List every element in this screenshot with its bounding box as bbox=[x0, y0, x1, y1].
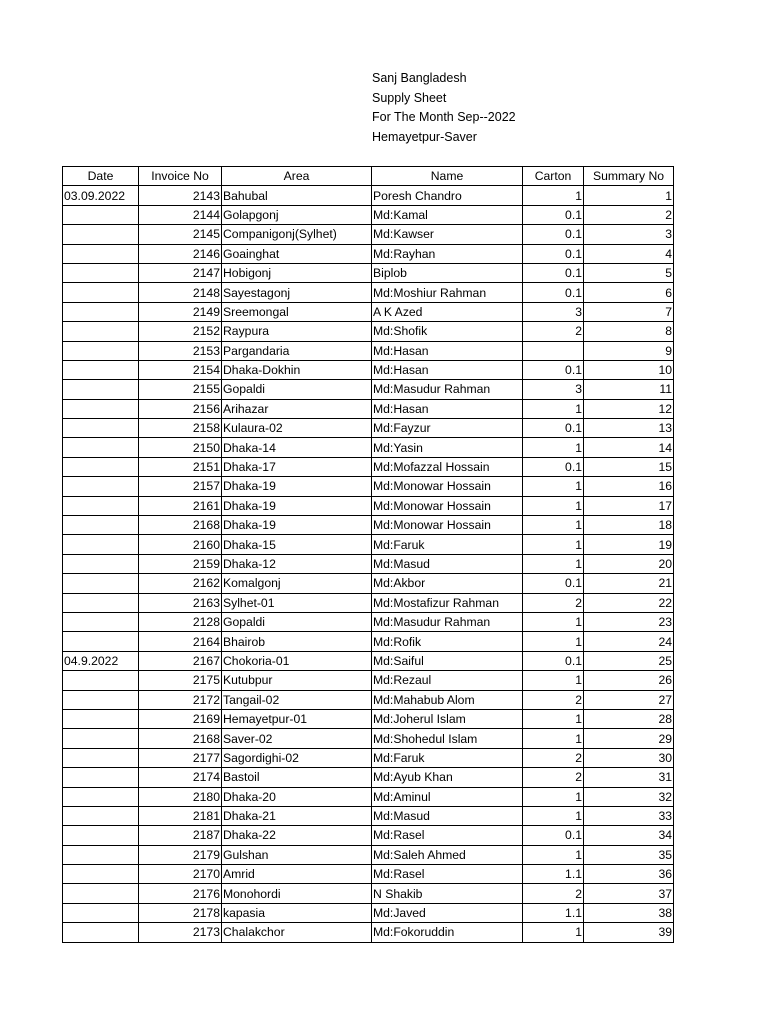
date-cell bbox=[63, 380, 139, 399]
table-row bbox=[63, 477, 674, 496]
date-cell bbox=[63, 535, 139, 554]
invoice-no-cell: 2157 bbox=[139, 477, 222, 496]
carton-cell: 1.1 bbox=[523, 903, 584, 922]
name-cell: Md:Masud bbox=[372, 806, 523, 825]
date-cell bbox=[63, 322, 139, 341]
sheet-location: Hemayetpur-Saver bbox=[372, 129, 477, 144]
invoice-no-cell: 2170 bbox=[139, 865, 222, 884]
area-cell: Dhaka-19 bbox=[222, 477, 372, 496]
name-cell: Md:Aminul bbox=[372, 787, 523, 806]
invoice-no-cell: 2144 bbox=[139, 205, 222, 224]
area-cell: Dhaka-14 bbox=[222, 438, 372, 457]
date-cell bbox=[63, 225, 139, 244]
date-cell: 04.9.2022 bbox=[63, 651, 139, 670]
date-cell bbox=[63, 457, 139, 476]
summary-no-cell: 18 bbox=[584, 516, 674, 535]
summary-no-cell: 30 bbox=[584, 748, 674, 767]
column-header-summary-no: Summary No bbox=[584, 167, 674, 186]
area-cell: Sylhet-01 bbox=[222, 593, 372, 612]
date-cell bbox=[63, 593, 139, 612]
table-row bbox=[63, 651, 674, 670]
invoice-no-cell: 2150 bbox=[139, 438, 222, 457]
date-cell bbox=[63, 244, 139, 263]
table-row bbox=[63, 826, 674, 845]
table-row bbox=[63, 283, 674, 302]
summary-no-cell: 36 bbox=[584, 865, 674, 884]
carton-cell: 0.1 bbox=[523, 826, 584, 845]
table-row bbox=[63, 787, 674, 806]
invoice-no-cell: 2169 bbox=[139, 709, 222, 728]
summary-no-cell: 10 bbox=[584, 360, 674, 379]
name-cell: Md:Rasel bbox=[372, 826, 523, 845]
date-cell bbox=[63, 438, 139, 457]
summary-no-cell: 8 bbox=[584, 322, 674, 341]
area-cell: Dhaka-12 bbox=[222, 554, 372, 573]
carton-cell: 0.1 bbox=[523, 419, 584, 438]
invoice-no-cell: 2128 bbox=[139, 612, 222, 631]
name-cell: Md:Hasan bbox=[372, 360, 523, 379]
table-row bbox=[63, 690, 674, 709]
column-header-invoice-no: Invoice No bbox=[139, 167, 222, 186]
invoice-no-cell: 2151 bbox=[139, 457, 222, 476]
carton-cell: 3 bbox=[523, 380, 584, 399]
date-cell bbox=[63, 574, 139, 593]
name-cell: Md:Hasan bbox=[372, 341, 523, 360]
summary-no-cell: 15 bbox=[584, 457, 674, 476]
area-cell: Raypura bbox=[222, 322, 372, 341]
summary-no-cell: 5 bbox=[584, 263, 674, 282]
table-row bbox=[63, 399, 674, 418]
summary-no-cell: 9 bbox=[584, 341, 674, 360]
name-cell: Md:Ayub Khan bbox=[372, 768, 523, 787]
table-row bbox=[63, 205, 674, 224]
invoice-no-cell: 2187 bbox=[139, 826, 222, 845]
carton-cell: 0.1 bbox=[523, 244, 584, 263]
table-row bbox=[63, 903, 674, 922]
invoice-no-cell: 2159 bbox=[139, 554, 222, 573]
invoice-no-cell: 2168 bbox=[139, 729, 222, 748]
area-cell: Sayestagonj bbox=[222, 283, 372, 302]
table-row bbox=[63, 923, 674, 942]
name-cell: Md:Akbor bbox=[372, 574, 523, 593]
date-cell bbox=[63, 263, 139, 282]
area-cell: Bahubal bbox=[222, 186, 372, 205]
invoice-no-cell: 2162 bbox=[139, 574, 222, 593]
carton-cell bbox=[523, 341, 584, 360]
name-cell: Md:Mahabub Alom bbox=[372, 690, 523, 709]
carton-cell: 0.1 bbox=[523, 225, 584, 244]
name-cell: N Shakib bbox=[372, 884, 523, 903]
carton-cell: 0.1 bbox=[523, 457, 584, 476]
carton-cell: 2 bbox=[523, 768, 584, 787]
date-cell bbox=[63, 283, 139, 302]
area-cell: Dhaka-Dokhin bbox=[222, 360, 372, 379]
supply-table bbox=[62, 166, 674, 943]
summary-no-cell: 7 bbox=[584, 302, 674, 321]
carton-cell: 1 bbox=[523, 496, 584, 515]
summary-no-cell: 34 bbox=[584, 826, 674, 845]
name-cell: Md:Saleh Ahmed bbox=[372, 845, 523, 864]
area-cell: Arihazar bbox=[222, 399, 372, 418]
name-cell: Md:Fokoruddin bbox=[372, 923, 523, 942]
name-cell: Md:Saiful bbox=[372, 651, 523, 670]
name-cell: Md:Kamal bbox=[372, 205, 523, 224]
carton-cell: 0.1 bbox=[523, 574, 584, 593]
carton-cell: 3 bbox=[523, 302, 584, 321]
summary-no-cell: 26 bbox=[584, 671, 674, 690]
area-cell: Hemayetpur-01 bbox=[222, 709, 372, 728]
table-row bbox=[63, 244, 674, 263]
area-cell: Amrid bbox=[222, 865, 372, 884]
name-cell: Biplob bbox=[372, 263, 523, 282]
invoice-no-cell: 2168 bbox=[139, 516, 222, 535]
carton-cell: 1 bbox=[523, 845, 584, 864]
invoice-no-cell: 2176 bbox=[139, 884, 222, 903]
table-row bbox=[63, 671, 674, 690]
name-cell: Md:Faruk bbox=[372, 535, 523, 554]
table-row bbox=[63, 709, 674, 728]
table-row bbox=[63, 768, 674, 787]
carton-cell: 1 bbox=[523, 516, 584, 535]
name-cell: Md:Yasin bbox=[372, 438, 523, 457]
carton-cell: 0.1 bbox=[523, 283, 584, 302]
summary-no-cell: 33 bbox=[584, 806, 674, 825]
date-cell bbox=[63, 360, 139, 379]
invoice-no-cell: 2149 bbox=[139, 302, 222, 321]
area-cell: Saver-02 bbox=[222, 729, 372, 748]
table-row bbox=[63, 457, 674, 476]
invoice-no-cell: 2143 bbox=[139, 186, 222, 205]
summary-no-cell: 28 bbox=[584, 709, 674, 728]
date-cell bbox=[63, 205, 139, 224]
carton-cell: 1 bbox=[523, 399, 584, 418]
name-cell: Md:Rezaul bbox=[372, 671, 523, 690]
table-row bbox=[63, 806, 674, 825]
date-cell bbox=[63, 554, 139, 573]
summary-no-cell: 13 bbox=[584, 419, 674, 438]
carton-cell: 1 bbox=[523, 923, 584, 942]
name-cell: Md:Javed bbox=[372, 903, 523, 922]
area-cell: Chokoria-01 bbox=[222, 651, 372, 670]
area-cell: Companigonj(Sylhet) bbox=[222, 225, 372, 244]
table-row bbox=[63, 748, 674, 767]
date-cell bbox=[63, 516, 139, 535]
summary-no-cell: 32 bbox=[584, 787, 674, 806]
summary-no-cell: 38 bbox=[584, 903, 674, 922]
table-row bbox=[63, 729, 674, 748]
name-cell: Md:Rayhan bbox=[372, 244, 523, 263]
carton-cell: 2 bbox=[523, 690, 584, 709]
carton-cell: 1 bbox=[523, 729, 584, 748]
area-cell: Komalgonj bbox=[222, 574, 372, 593]
area-cell: Goainghat bbox=[222, 244, 372, 263]
carton-cell: 1 bbox=[523, 787, 584, 806]
sheet-month: For The Month Sep--2022 bbox=[372, 110, 516, 124]
date-cell bbox=[63, 399, 139, 418]
column-header-carton: Carton bbox=[523, 167, 584, 186]
table-row bbox=[63, 360, 674, 379]
name-cell: Md:Masudur Rahman bbox=[372, 612, 523, 631]
summary-no-cell: 37 bbox=[584, 884, 674, 903]
table-row bbox=[63, 845, 674, 864]
name-cell: Md:Moshiur Rahman bbox=[372, 283, 523, 302]
table-body bbox=[63, 186, 674, 942]
date-cell bbox=[63, 806, 139, 825]
table-row bbox=[63, 419, 674, 438]
summary-no-cell: 4 bbox=[584, 244, 674, 263]
date-cell bbox=[63, 748, 139, 767]
invoice-no-cell: 2163 bbox=[139, 593, 222, 612]
area-cell: Dhaka-17 bbox=[222, 457, 372, 476]
table-row bbox=[63, 574, 674, 593]
name-cell: Md:Shohedul Islam bbox=[372, 729, 523, 748]
table-row bbox=[63, 322, 674, 341]
invoice-no-cell: 2148 bbox=[139, 283, 222, 302]
area-cell: Sreemongal bbox=[222, 302, 372, 321]
summary-no-cell: 27 bbox=[584, 690, 674, 709]
area-cell: Dhaka-15 bbox=[222, 535, 372, 554]
carton-cell: 1 bbox=[523, 438, 584, 457]
carton-cell: 2 bbox=[523, 748, 584, 767]
summary-no-cell: 19 bbox=[584, 535, 674, 554]
summary-no-cell: 16 bbox=[584, 477, 674, 496]
name-cell: Md:Joherul Islam bbox=[372, 709, 523, 728]
invoice-no-cell: 2160 bbox=[139, 535, 222, 554]
summary-no-cell: 39 bbox=[584, 923, 674, 942]
date-cell bbox=[63, 884, 139, 903]
date-cell: 03.09.2022 bbox=[63, 186, 139, 205]
invoice-no-cell: 2145 bbox=[139, 225, 222, 244]
name-cell: Md:Fayzur bbox=[372, 419, 523, 438]
area-cell: Dhaka-20 bbox=[222, 787, 372, 806]
date-cell bbox=[63, 845, 139, 864]
area-cell: kapasia bbox=[222, 903, 372, 922]
carton-cell: 1 bbox=[523, 806, 584, 825]
summary-no-cell: 31 bbox=[584, 768, 674, 787]
date-cell bbox=[63, 496, 139, 515]
table-row bbox=[63, 865, 674, 884]
invoice-no-cell: 2178 bbox=[139, 903, 222, 922]
date-cell bbox=[63, 477, 139, 496]
summary-no-cell: 17 bbox=[584, 496, 674, 515]
table-row bbox=[63, 593, 674, 612]
name-cell: Md:Masudur Rahman bbox=[372, 380, 523, 399]
invoice-no-cell: 2152 bbox=[139, 322, 222, 341]
area-cell: Monohordi bbox=[222, 884, 372, 903]
table-row bbox=[63, 380, 674, 399]
area-cell: Tangail-02 bbox=[222, 690, 372, 709]
table-row bbox=[63, 263, 674, 282]
invoice-no-cell: 2164 bbox=[139, 632, 222, 651]
carton-cell: 1 bbox=[523, 612, 584, 631]
invoice-no-cell: 2180 bbox=[139, 787, 222, 806]
invoice-no-cell: 2158 bbox=[139, 419, 222, 438]
date-cell bbox=[63, 632, 139, 651]
date-cell bbox=[63, 612, 139, 631]
name-cell: Md:Rasel bbox=[372, 865, 523, 884]
summary-no-cell: 35 bbox=[584, 845, 674, 864]
date-cell bbox=[63, 768, 139, 787]
date-cell bbox=[63, 787, 139, 806]
date-cell bbox=[63, 826, 139, 845]
summary-no-cell: 29 bbox=[584, 729, 674, 748]
date-cell bbox=[63, 302, 139, 321]
name-cell: Md:Hasan bbox=[372, 399, 523, 418]
carton-cell: 1 bbox=[523, 535, 584, 554]
table-header-row bbox=[63, 167, 674, 186]
summary-no-cell: 23 bbox=[584, 612, 674, 631]
name-cell: Md:Mofazzal Hossain bbox=[372, 457, 523, 476]
carton-cell: 1 bbox=[523, 632, 584, 651]
invoice-no-cell: 2179 bbox=[139, 845, 222, 864]
name-cell: A K Azed bbox=[372, 302, 523, 321]
area-cell: Kutubpur bbox=[222, 671, 372, 690]
company-name: Sanj Bangladesh bbox=[372, 71, 467, 85]
date-cell bbox=[63, 690, 139, 709]
invoice-no-cell: 2155 bbox=[139, 380, 222, 399]
invoice-no-cell: 2154 bbox=[139, 360, 222, 379]
table-row bbox=[63, 884, 674, 903]
table-row bbox=[63, 612, 674, 631]
invoice-no-cell: 2167 bbox=[139, 651, 222, 670]
summary-no-cell: 6 bbox=[584, 283, 674, 302]
area-cell: Sagordighi-02 bbox=[222, 748, 372, 767]
column-header-name: Name bbox=[372, 167, 523, 186]
invoice-no-cell: 2153 bbox=[139, 341, 222, 360]
table-row bbox=[63, 632, 674, 651]
table-row bbox=[63, 554, 674, 573]
area-cell: Kulaura-02 bbox=[222, 419, 372, 438]
summary-no-cell: 2 bbox=[584, 205, 674, 224]
summary-no-cell: 14 bbox=[584, 438, 674, 457]
summary-no-cell: 11 bbox=[584, 380, 674, 399]
area-cell: Dhaka-19 bbox=[222, 496, 372, 515]
carton-cell: 0.1 bbox=[523, 205, 584, 224]
column-header-area: Area bbox=[222, 167, 372, 186]
carton-cell: 1 bbox=[523, 554, 584, 573]
summary-no-cell: 1 bbox=[584, 186, 674, 205]
table-row bbox=[63, 496, 674, 515]
invoice-no-cell: 2172 bbox=[139, 690, 222, 709]
carton-cell: 2 bbox=[523, 884, 584, 903]
carton-cell: 2 bbox=[523, 593, 584, 612]
sheet-header bbox=[372, 69, 516, 147]
carton-cell: 0.1 bbox=[523, 651, 584, 670]
summary-no-cell: 24 bbox=[584, 632, 674, 651]
summary-no-cell: 3 bbox=[584, 225, 674, 244]
table-row bbox=[63, 516, 674, 535]
carton-cell: 1 bbox=[523, 477, 584, 496]
carton-cell: 0.1 bbox=[523, 263, 584, 282]
date-cell bbox=[63, 341, 139, 360]
area-cell: Pargandaria bbox=[222, 341, 372, 360]
carton-cell: 1.1 bbox=[523, 865, 584, 884]
area-cell: Hobigonj bbox=[222, 263, 372, 282]
area-cell: Dhaka-21 bbox=[222, 806, 372, 825]
area-cell: Bhairob bbox=[222, 632, 372, 651]
date-cell bbox=[63, 709, 139, 728]
date-cell bbox=[63, 865, 139, 884]
summary-no-cell: 12 bbox=[584, 399, 674, 418]
carton-cell: 2 bbox=[523, 322, 584, 341]
invoice-no-cell: 2173 bbox=[139, 923, 222, 942]
invoice-no-cell: 2177 bbox=[139, 748, 222, 767]
table-row bbox=[63, 341, 674, 360]
date-cell bbox=[63, 903, 139, 922]
sheet-title: Supply Sheet bbox=[372, 90, 447, 105]
date-cell bbox=[63, 419, 139, 438]
name-cell: Md:Monowar Hossain bbox=[372, 496, 523, 515]
name-cell: Md:Mostafizur Rahman bbox=[372, 593, 523, 612]
summary-no-cell: 25 bbox=[584, 651, 674, 670]
name-cell: Md:Rofik bbox=[372, 632, 523, 651]
carton-cell: 1 bbox=[523, 709, 584, 728]
carton-cell: 0.1 bbox=[523, 360, 584, 379]
table-row bbox=[63, 302, 674, 321]
area-cell: Dhaka-19 bbox=[222, 516, 372, 535]
area-cell: Chalakchor bbox=[222, 923, 372, 942]
invoice-no-cell: 2156 bbox=[139, 399, 222, 418]
area-cell: Gulshan bbox=[222, 845, 372, 864]
table-row bbox=[63, 225, 674, 244]
date-cell bbox=[63, 729, 139, 748]
name-cell: Md:Shofik bbox=[372, 322, 523, 341]
name-cell: Md:Monowar Hossain bbox=[372, 516, 523, 535]
table-row bbox=[63, 535, 674, 554]
summary-no-cell: 20 bbox=[584, 554, 674, 573]
name-cell: Md:Masud bbox=[372, 554, 523, 573]
name-cell: Md:Faruk bbox=[372, 748, 523, 767]
carton-cell: 1 bbox=[523, 186, 584, 205]
column-header-date: Date bbox=[63, 167, 139, 186]
invoice-no-cell: 2174 bbox=[139, 768, 222, 787]
table-row bbox=[63, 186, 674, 205]
name-cell: Md:Monowar Hossain bbox=[372, 477, 523, 496]
area-cell: Gopaldi bbox=[222, 380, 372, 399]
area-cell: Dhaka-22 bbox=[222, 826, 372, 845]
name-cell: Poresh Chandro bbox=[372, 186, 523, 205]
name-cell: Md:Kawser bbox=[372, 225, 523, 244]
table-row bbox=[63, 438, 674, 457]
summary-no-cell: 22 bbox=[584, 593, 674, 612]
invoice-no-cell: 2147 bbox=[139, 263, 222, 282]
invoice-no-cell: 2146 bbox=[139, 244, 222, 263]
area-cell: Bastoil bbox=[222, 768, 372, 787]
date-cell bbox=[63, 671, 139, 690]
summary-no-cell: 21 bbox=[584, 574, 674, 593]
area-cell: Gopaldi bbox=[222, 612, 372, 631]
invoice-no-cell: 2161 bbox=[139, 496, 222, 515]
invoice-no-cell: 2175 bbox=[139, 671, 222, 690]
date-cell bbox=[63, 923, 139, 942]
area-cell: Golapgonj bbox=[222, 205, 372, 224]
invoice-no-cell: 2181 bbox=[139, 806, 222, 825]
carton-cell: 1 bbox=[523, 671, 584, 690]
